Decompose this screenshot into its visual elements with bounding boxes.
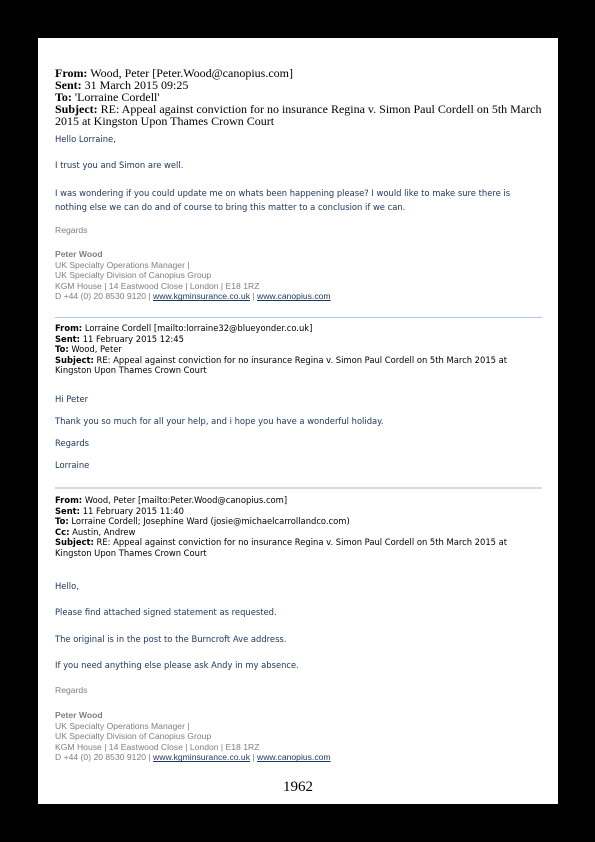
- to-label: To:: [55, 516, 69, 526]
- email2-from: Lorraine Cordell [mailto:lorraine32@blueyonder.co.uk]: [84, 323, 313, 333]
- sent-label: Sent:: [55, 78, 82, 92]
- canopius-website-link[interactable]: www.canopius.com: [257, 752, 331, 763]
- email3-paragraph-2: The original is in the post to the Burncroft Ave address.: [55, 634, 287, 644]
- kgm-website-link[interactable]: www.kgminsurance.co.uk: [153, 752, 250, 763]
- email2-name: Lorraine: [55, 460, 90, 470]
- separator-line: [55, 487, 542, 489]
- email2-regards: Regards: [55, 438, 90, 448]
- signature-division: UK Specialty Division of Canopius Group: [55, 731, 212, 742]
- email1-header: [55, 67, 542, 127]
- email1-paragraph-2: I was wondering if you could update me on whats been happening please? I would like to make sure there is nothing else we can do and of course to bring this matter to a conclusion if we can.: [55, 188, 511, 212]
- email3-header: [55, 495, 542, 558]
- email2-from-line: [55, 323, 542, 334]
- signature-address: KGM House | 14 Eastwood Close | London | E18 1RZ: [55, 741, 260, 752]
- email3-greeting: Hello,: [55, 581, 79, 591]
- email3-to-line: [55, 516, 542, 527]
- email3-to: Lorraine Cordell; Josephine Ward (josie@michaelcarrollandco.com): [71, 516, 350, 526]
- email3-sent: 11 February 2015 11:40: [82, 505, 184, 516]
- email2-paragraph-1: Thank you so much for all your help, and i hope you have a wonderful holiday.: [55, 416, 384, 426]
- email2-to: Wood, Peter: [71, 344, 122, 354]
- email3-cc: Austin, Andrew: [72, 526, 136, 537]
- email1-paragraph-1: I trust you and Simon are well.: [55, 160, 184, 170]
- signature-name: Peter Wood: [55, 249, 103, 259]
- signature-division: UK Specialty Division of Canopius Group: [55, 270, 212, 281]
- signature-title: UK Specialty Operations Manager |: [55, 259, 190, 270]
- signature-title: UK Specialty Operations Manager |: [55, 720, 190, 731]
- page-number: 1962: [283, 779, 313, 795]
- email3-signature: [55, 710, 542, 763]
- sent-label: Sent:: [55, 505, 81, 516]
- from-label: From:: [55, 495, 83, 505]
- signature-contact: [55, 752, 542, 763]
- email1-subject: RE: Appeal against conviction for no insurance Regina v. Simon Paul Cordell on 5th March 2015 at Kingston Upon Thames Crown Court: [55, 102, 542, 128]
- subject-label: Subject:: [55, 102, 98, 116]
- kgm-website-link[interactable]: www.kgminsurance.co.uk: [153, 291, 250, 302]
- email3-paragraph-1: Please find attached signed statement as requested.: [55, 607, 277, 617]
- email3-subject: RE: Appeal against conviction for no insurance Regina v. Simon Paul Cordell on 5th March 2015 at Kingston Upon Thames Crown Court: [55, 537, 508, 558]
- email1-sent: 31 March 2015 09:25: [84, 78, 189, 92]
- signature-phone: D +44 (0) 20 8530 9120 |: [55, 752, 154, 763]
- cc-label: Cc:: [55, 526, 70, 537]
- canopius-website-link[interactable]: www.canopius.com: [257, 291, 331, 302]
- email3-subject-line: [55, 537, 542, 558]
- email1-regards: Regards: [55, 225, 88, 235]
- to-label: To:: [55, 90, 72, 104]
- from-label: From:: [55, 323, 83, 333]
- signature-phone: D +44 (0) 20 8530 9120 |: [55, 291, 154, 302]
- email3-cc-line: [55, 527, 542, 538]
- email1-signature: [55, 249, 542, 302]
- email2-header: [55, 323, 542, 376]
- email1-to: 'Lorraine Cordell': [74, 90, 160, 104]
- email1-subject-line: [55, 103, 542, 127]
- link-separator: |: [250, 291, 258, 302]
- document-page: [38, 38, 558, 804]
- signature-address: KGM House | 14 Eastwood Close | London | E18 1RZ: [55, 280, 260, 291]
- to-label: To:: [55, 344, 69, 354]
- subject-label: Subject:: [55, 354, 94, 365]
- email3-regards: Regards: [55, 685, 88, 695]
- email1-greeting: Hello Lorraine,: [55, 134, 116, 144]
- email2-sent: 11 February 2015 12:45: [82, 333, 184, 344]
- email2-to-line: [55, 344, 542, 355]
- email2-subject: RE: Appeal against conviction for no insurance Regina v. Simon Paul Cordell on 5th March 2015 at Kingston Upon Thames Crown Court: [55, 354, 508, 375]
- link-separator: |: [250, 752, 258, 763]
- subject-label: Subject:: [55, 537, 94, 547]
- email2-subject-line: [55, 355, 542, 376]
- from-label: From:: [55, 66, 88, 80]
- email3-sent-line: [55, 506, 542, 517]
- signature-contact: [55, 291, 542, 302]
- email2-sent-line: [55, 334, 542, 345]
- email3-from: Wood, Peter [mailto:Peter.Wood@canopius.com]: [84, 495, 288, 505]
- signature-name: Peter Wood: [55, 710, 103, 720]
- email3-paragraph-3: If you need anything else please ask Andy in my absence.: [55, 660, 299, 670]
- email1-from: Wood, Peter [Peter.Wood@canopius.com]: [90, 66, 293, 80]
- email2-greeting: Hi Peter: [55, 394, 89, 404]
- sent-label: Sent:: [55, 333, 81, 344]
- email3-from-line: [55, 495, 542, 506]
- separator-line: [55, 317, 542, 318]
